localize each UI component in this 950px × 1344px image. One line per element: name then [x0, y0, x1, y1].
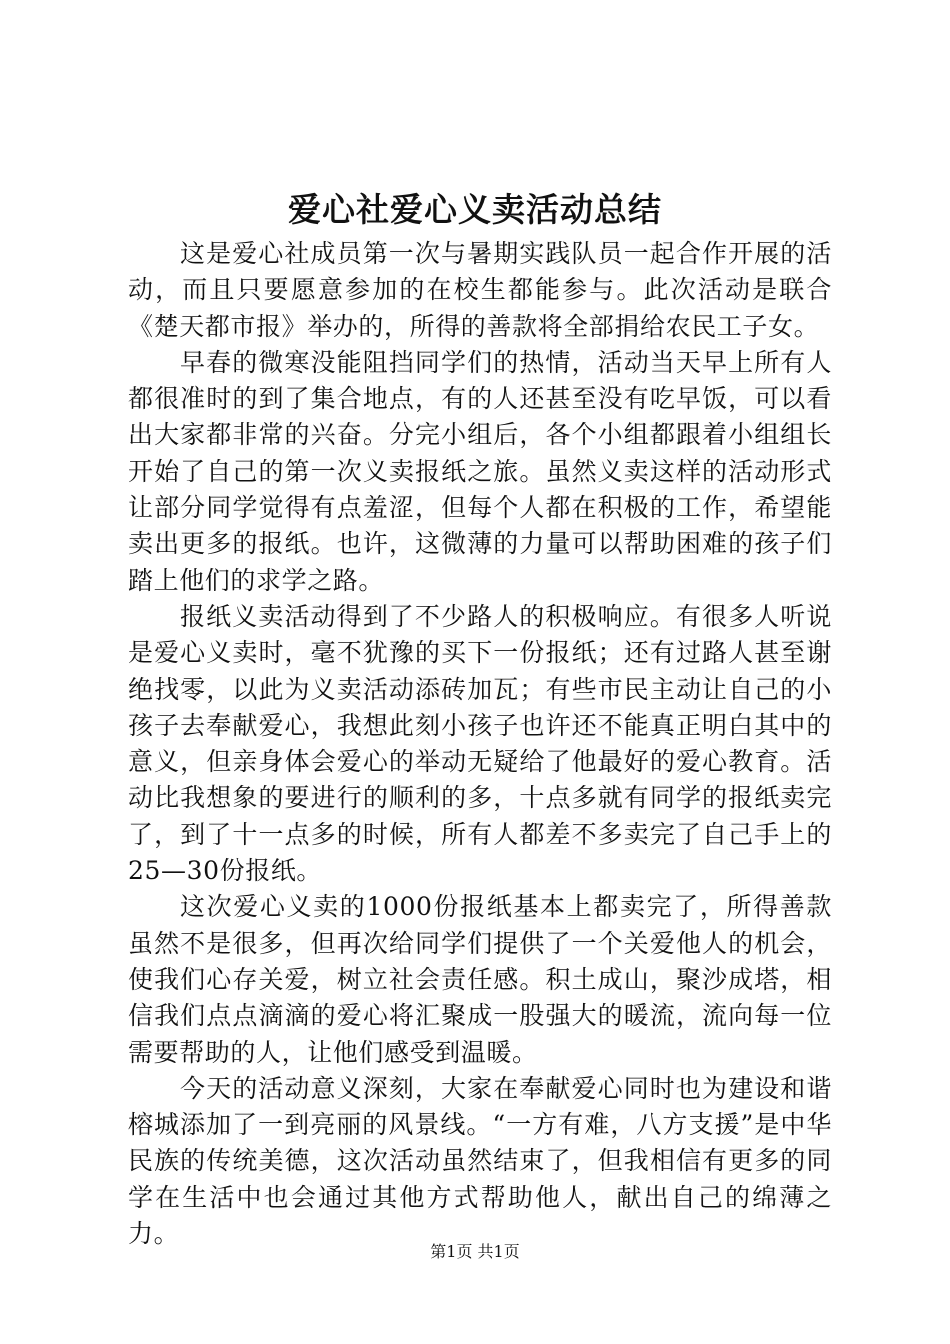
paragraph-3: 报纸义卖活动得到了不少路人的积极响应。有很多人听说是爱心义卖时，毫不犹豫的买下一份报纸；还有过路人甚至谢绝找零，以此为义卖活动添砖加瓦；有些市民主动让自己的小孩子去奉献爱心，我想此刻小孩子也许还不能真正明白其中的意义，但亲身体会爱心的举动无疑给了他最好的爱心教育。活动比我想象的要进行的顺利的多，十点多就有同学的报纸卖完了，到了十一点多的时候，所有人都差不多卖完了自己手上的25—30份报纸。 [128, 601, 832, 886]
document-body [128, 236, 832, 1252]
paragraph-2: 早春的微寒没能阻挡同学们的热情，活动当天早上所有人都很准时的到了集合地点，有的人还甚至没有吃早饭，可以看出大家都非常的兴奋。分完小组后，各个小组都跟着小组组长开始了自己的第一次义卖报纸之旅。虽然义卖这样的活动形式让部分同学觉得有点羞涩，但每个人都在积极的工作，希望能卖出更多的报纸。也许，这微薄的力量可以帮助困难的孩子们踏上他们的求学之路。 [128, 347, 832, 595]
paragraph-5: 今天的活动意义深刻，大家在奉献爱心同时也为建设和谐榕城添加了一到亮丽的风景线。“一方有难，八方支援”是中华民族的传统美德，这次活动虽然结束了，但我相信有更多的同学在生活中也会通过其他方式帮助他人，献出自己的绵薄之力。 [128, 1073, 832, 1249]
paragraph-1: 这是爱心社成员第一次与暑期实践队员一起合作开展的活动，而且只要愿意参加的在校生都能参与。此次活动是联合《楚天都市报》举办的，所得的善款将全部捐给农民工子女。 [128, 239, 832, 341]
paragraph-4: 这次爱心义卖的1000份报纸基本上都卖完了，所得善款虽然不是很多，但再次给同学们提供了一个关爱他人的机会，使我们心存关爱，树立社会责任感。积土成山，聚沙成塔，相信我们点点滴滴的爱心将汇聚成一股强大的暖流，流向每一位需要帮助的人，让他们感受到温暖。 [128, 892, 832, 1067]
page-footer: 第1页 共1页 [430, 1242, 520, 1261]
document-title: 爱心社爱心义卖活动总结 [288, 190, 662, 229]
